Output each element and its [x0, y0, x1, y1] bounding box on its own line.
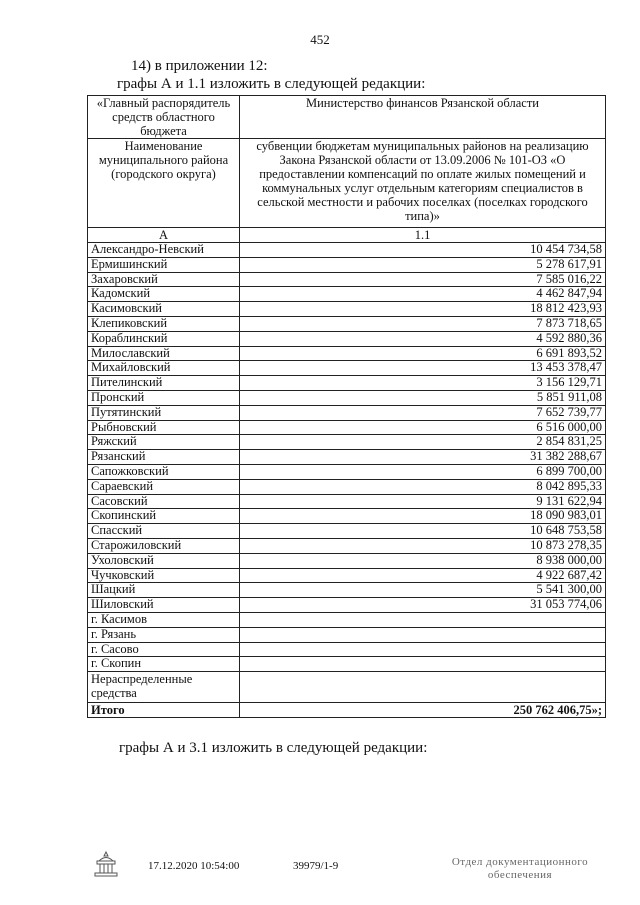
subvention-amount: 4 922 687,42	[240, 568, 606, 583]
table-row	[88, 376, 606, 391]
table-body	[88, 243, 606, 672]
district-name: г. Скопин	[88, 657, 240, 672]
subvention-amount	[240, 627, 606, 642]
table-row	[88, 287, 606, 302]
header-row-distributor	[88, 96, 606, 139]
footer-doc-number: 39979/1-9	[293, 860, 339, 872]
subvention-amount: 5 278 617,91	[240, 257, 606, 272]
unallocated-value	[240, 672, 606, 703]
item-heading: 14) в приложении 12:	[131, 58, 268, 74]
header-subvention-description: субвенции бюджетам муниципальных районов на реализацию Закона Рязанской области от 13.09.2006 № 101-ОЗ «О предоставлении компенсаций по оплате жилых помещений и коммунальных услуг отдельным категориям специалистов в сельской местности и рабочих поселках (поселках городского типа)»	[240, 139, 606, 228]
table-row	[88, 657, 606, 672]
table-row	[88, 405, 606, 420]
subvention-amount: 9 131 622,94	[240, 494, 606, 509]
subvention-amount: 7 652 739,77	[240, 405, 606, 420]
district-name: Клепиковский	[88, 316, 240, 331]
footer-datetime: 17.12.2020 10:54:00	[148, 860, 240, 872]
table-row	[88, 479, 606, 494]
district-name: Ермишинский	[88, 257, 240, 272]
table-row	[88, 435, 606, 450]
district-name: Пронский	[88, 390, 240, 405]
district-name: Кораблинский	[88, 331, 240, 346]
district-name: Сараевский	[88, 479, 240, 494]
subvention-amount: 10 873 278,35	[240, 538, 606, 553]
subvention-amount	[240, 657, 606, 672]
table-row	[88, 612, 606, 627]
footer-department: Отдел документационного обеспечения	[451, 856, 589, 881]
district-name: Чучковский	[88, 568, 240, 583]
table-row	[88, 464, 606, 479]
subvention-amount: 18 812 423,93	[240, 302, 606, 317]
district-name: Старожиловский	[88, 538, 240, 553]
district-name: Путятинский	[88, 405, 240, 420]
subvention-amount: 8 938 000,00	[240, 553, 606, 568]
district-name: Пителинский	[88, 376, 240, 391]
unallocated-row	[88, 672, 606, 703]
table-row	[88, 361, 606, 376]
table-row	[88, 302, 606, 317]
subvention-amount: 4 592 880,36	[240, 331, 606, 346]
district-name: Рыбновский	[88, 420, 240, 435]
subvention-amount: 8 042 895,33	[240, 479, 606, 494]
header-code-a: А	[88, 228, 240, 243]
district-name: Сасовский	[88, 494, 240, 509]
district-name: Шацкий	[88, 583, 240, 598]
table-row	[88, 538, 606, 553]
subvention-amount: 4 462 847,94	[240, 287, 606, 302]
subvention-amount: 6 691 893,52	[240, 346, 606, 361]
total-value: 250 762 406,75»;	[240, 703, 606, 718]
district-name: Кадомский	[88, 287, 240, 302]
district-name: Скопинский	[88, 509, 240, 524]
table-row	[88, 450, 606, 465]
district-name: Михайловский	[88, 361, 240, 376]
district-name: Александро-Невский	[88, 243, 240, 258]
page-number: 452	[310, 32, 330, 47]
subvention-amount: 13 453 378,47	[240, 361, 606, 376]
header-district-label: Наименование муниципального района (городского округа)	[88, 139, 240, 228]
table-row	[88, 420, 606, 435]
district-name: г. Сасово	[88, 642, 240, 657]
table-row	[88, 243, 606, 258]
subvention-amount: 10 454 734,58	[240, 243, 606, 258]
subvention-amount	[240, 612, 606, 627]
header-code-1-1: 1.1	[240, 228, 606, 243]
district-name: Спасский	[88, 524, 240, 539]
table-row	[88, 331, 606, 346]
district-name: г. Рязань	[88, 627, 240, 642]
district-name: Ряжский	[88, 435, 240, 450]
table-row	[88, 509, 606, 524]
subvention-amount: 31 053 774,06	[240, 598, 606, 613]
district-name: Ухоловский	[88, 553, 240, 568]
subvention-amount: 18 090 983,01	[240, 509, 606, 524]
subvention-table	[87, 95, 606, 718]
table-row	[88, 257, 606, 272]
subvention-amount: 5 541 300,00	[240, 583, 606, 598]
district-name: Захаровский	[88, 272, 240, 287]
subvention-amount: 10 648 753,58	[240, 524, 606, 539]
table-row	[88, 642, 606, 657]
district-name: г. Касимов	[88, 612, 240, 627]
subvention-amount: 7 873 718,65	[240, 316, 606, 331]
district-name: Милославский	[88, 346, 240, 361]
header-row-codes	[88, 228, 606, 243]
table-row	[88, 598, 606, 613]
table-row	[88, 316, 606, 331]
table-row	[88, 346, 606, 361]
subvention-amount: 7 585 016,22	[240, 272, 606, 287]
header-row-names	[88, 139, 606, 228]
table-row	[88, 627, 606, 642]
subvention-amount: 31 382 288,67	[240, 450, 606, 465]
subvention-amount: 5 851 911,08	[240, 390, 606, 405]
columns-heading: графы А и 1.1 изложить в следующей редакции:	[117, 76, 426, 92]
district-name: Касимовский	[88, 302, 240, 317]
table-row	[88, 553, 606, 568]
subvention-amount: 6 516 000,00	[240, 420, 606, 435]
total-row	[88, 703, 606, 718]
subvention-amount: 3 156 129,71	[240, 376, 606, 391]
table-row	[88, 390, 606, 405]
district-name: Сапожковский	[88, 464, 240, 479]
subvention-amount	[240, 642, 606, 657]
district-name: Шиловский	[88, 598, 240, 613]
table-row	[88, 524, 606, 539]
subvention-amount: 2 854 831,25	[240, 435, 606, 450]
table-row	[88, 568, 606, 583]
table-row	[88, 494, 606, 509]
table-row	[88, 272, 606, 287]
district-name: Рязанский	[88, 450, 240, 465]
subvention-amount: 6 899 700,00	[240, 464, 606, 479]
next-columns-heading: графы А и 3.1 изложить в следующей редакции:	[119, 740, 428, 756]
building-emblem-icon	[91, 849, 121, 879]
unallocated-label: Нераспределенные средства	[88, 672, 240, 703]
table-row	[88, 583, 606, 598]
header-distributor-label: «Главный распорядитель средств областного бюджета	[88, 96, 240, 139]
total-label: Итого	[88, 703, 240, 718]
header-ministry: Министерство финансов Рязанской области	[240, 96, 606, 139]
